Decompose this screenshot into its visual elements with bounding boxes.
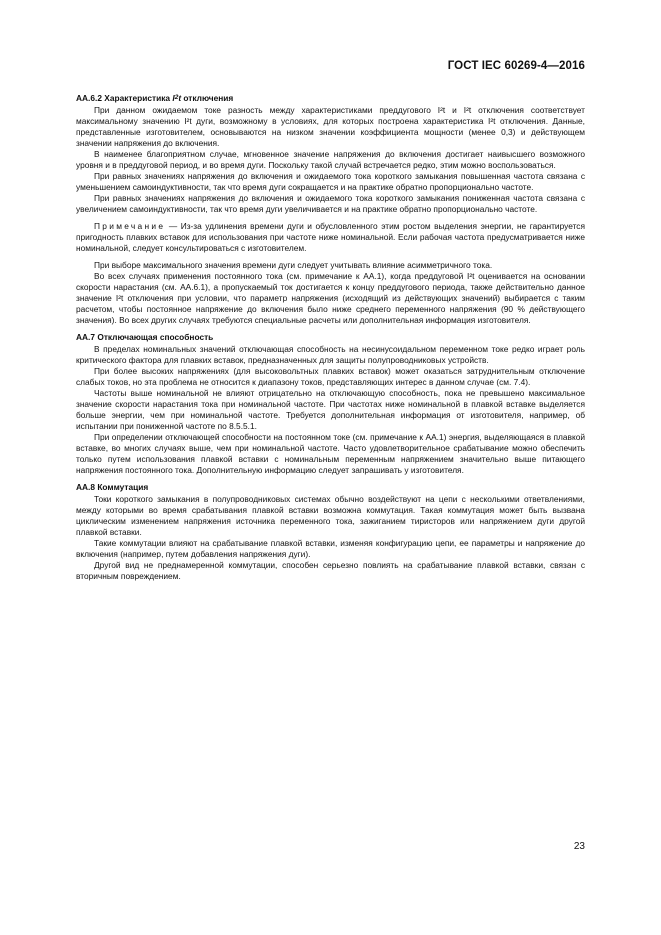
paragraph: При выборе максимального значения времени дуги следует учитывать влияние асимметричного тока. — [94, 260, 493, 270]
paragraph: Другой вид не преднамеренной коммутации, способен серьезно повлиять на срабатывание плавкой вставки, связан с вторичным повреждением. — [76, 560, 585, 581]
section-title-aa-6-2: АА.6.2 Характеристика $I^2t$ отключения — [76, 93, 234, 103]
note-label: Примечание — [94, 221, 166, 231]
paragraph: Такие коммутации влияют на срабатывание плавкой вставки, изменяя конфигурацию цепи, ее параметры и напряжение до включения (например, путем добавления напряжения дуги). — [76, 538, 585, 559]
note-text: — Из-за удлинения времени дуги и обусловленного этим ростом выделения энергии, не гарантируется пригодность плавких вставок для использования при частоте ниже номинальной. Если рабочая частота предусматривается ниже номинальной, следует консультироваться с изготовителем. — [76, 221, 585, 253]
paragraph: Токи короткого замыкания в полупроводниковых системах обычно воздействуют на цепи с несколькими ответвлениями, между которыми во время срабатывания плавкой вставки возможна коммутация. Такая коммутация может быть вызвана циклическим изменением напряжения источника переменного тока, зажиганием тиристоров или напряжением дуги другой плавкой вставки. — [76, 494, 585, 537]
paragraph: Во всех случаях применения постоянного тока (см. примечание к АА.1), когда преддуговой I²t оценивается на основании скорости нарастания (см. АА.6.1), а пропускаемый ток достигается к концу преддугового периода, также действительно данное значение I²t отключения при условии, что параметр напряжения (исходящий из действующих значений) выбирается с таким расчетом, чтобы постоянное напряжение до включения было ниже среднего переменного напряжения (90 % действующего значения). Во всех других случаях требуются специальные расчеты или дополнительная информация изготовителя. — [76, 271, 585, 325]
page-number: 23 — [573, 841, 585, 852]
paragraph: При равных значениях напряжения до включения и ожидаемого тока короткого замыкания пониженная частота связана с увеличением самоиндуктивности, так что время дуги увеличивается и на практике обратно пропорционально частоте. — [76, 193, 585, 214]
paragraph: При данном ожидаемом токе разность между характеристиками преддугового I²t и I²t отключения соответствует максимальному значению I²t дуги, возможному в условиях, для которых построена характеристика I²t отключения. Данные, представленные изготовителем, основываются на низком значении коэффициента мощности (менее 0,3) и действующем значении напряжения до включения. — [76, 105, 585, 148]
paragraph: При равных значениях напряжения до включения и ожидаемого тока короткого замыкания повышенная частота связана с уменьшением самоиндуктивности, так что время дуги сокращается и на практике обратно пропорционально частоте. — [76, 171, 585, 192]
paragraph: При более высоких напряжениях (для высоковольтных плавких вставок) может оказаться затруднительным отключение слабых токов, но эта проблема не относится к диапазону токов, представляющих интерес в данном случае (см. 7.4). — [76, 366, 585, 387]
paragraph: В наименее благоприятном случае, мгновенное значение напряжения до включения достигает наивысшего возможного уровня и в преддуговой период, и во время дуги. Поскольку такой случай встречается редко, этим можно воспользоваться. — [76, 149, 585, 170]
paragraph: Частоты выше номинальной не влияют отрицательно на отключающую способность, пока не превышено максимальное значение скорости нарастания тока при номинальной частоте. При частотах ниже номинальной в плавкой вставке выделяется больше энергии, чем при номинальной частоте. Требуется дополнительная информация от изготовителя, например, об испытании при пониженной частоте по 8.5.5.1. — [76, 388, 585, 431]
document-body — [76, 92, 585, 582]
section-title-aa-8: АА.8 Коммутация — [76, 482, 149, 492]
paragraph: В пределах номинальных значений отключающая способность на несинусоидальном переменном токе редко играет роль критического фактора для плавких вставок, предназначенных для защиты полупроводниковых устройств. — [76, 344, 585, 365]
section-title-aa-7: АА.7 Отключающая способность — [76, 332, 214, 342]
note — [76, 221, 585, 254]
paragraph: При определении отключающей способности на постоянном токе (см. примечание к АА.1) энергия, выделяющаяся в плавкой вставке, во многих случаях выше, чем при номинальной частоте. Часто удовлетворительное срабатывание можно обеспечить только путем использования плавкой вставки с номинальным переменным напряжением значительно выше питающего напряжения постоянного тока. Дополнительную информацию следует запрашивать у изготовителя. — [76, 432, 585, 475]
page-header: ГОСТ IEC 60269-4—2016 — [447, 60, 585, 72]
